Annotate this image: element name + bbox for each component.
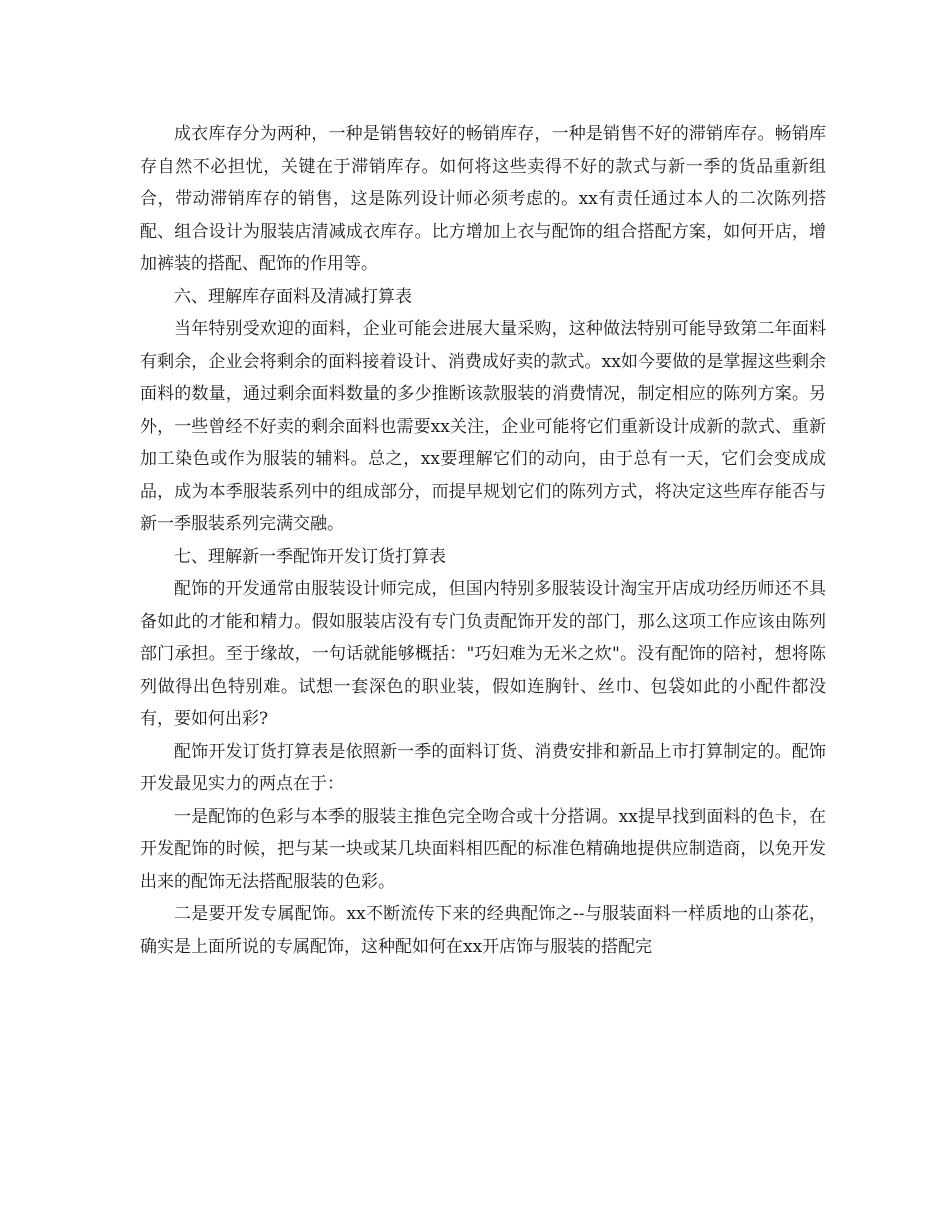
section-heading-six: 六、理解库存面料及清减打算表: [174, 286, 412, 307]
paragraph-fabric-inventory: 当年特别受欢迎的面料，企业可能会进展大量采购，这种做法特别可能导致第二年面料有剩余，企业会将剩余的面料接着设计、消费成好卖的款式。xx如今要做的是掌握这些剩余面料的数量，通过剩余面料数量的多少推断该款服装的消费情况，制定相应的陈列方案。另外，一些曾经不好卖的剩余面料也需要xx关注，企业可能将它们重新设计成新的款式、重新加工染色或作为服装的辅料。总之，xx要理解它们的动向，由于总有一天，它们会变成成品，成为本季服装系列中的组成部分，而提早规划它们的陈列方式，将决定这些库存能否与新一季服装系列完满交融。: [140, 319, 826, 534]
paragraph-point-two: 二是要开发专属配饰。xx不断流传下来的经典配饰之--与服装面料一样质地的山茶花，确实是上面所说的专属配饰，这种配如何在xx开店饰与服装的搭配完: [140, 904, 826, 957]
paragraph-accessory-development: 配饰的开发通常由服装设计师完成，但国内特别多服装设计淘宝开店成功经历师还不具备如此的才能和精力。假如服装店没有专门负责配饰开发的部门，那么这项工作应该由陈列部门承担。至于缘故，一句话就能够概括："巧妇难为无米之炊"。没有配饰的陪衬，想将陈列做得出色特别难。试想一套深色的职业装，假如连胸针、丝巾、包袋如此的小配件都没有，要如何出彩?: [140, 579, 826, 729]
paragraph-accessory-plan: 配饰开发订货打算表是依照新一季的面料订货、消费安排和新品上市打算制定的。配饰开发最见实力的两点在于：: [140, 741, 826, 794]
paragraph-inventory-types: 成衣库存分为两种，一种是销售较好的畅销库存，一种是销售不好的滞销库存。畅销库存自然不必担忧，关键在于滞销库存。如何将这些卖得不好的款式与新一季的货品重新组合，带动滞销库存的销售，这是陈列设计师必须考虑的。xx有责任通过本人的二次陈列搭配、组合设计为服装店清减成衣库存。比方增加上衣与配饰的组合搭配方案，如何开店，增加裤装的搭配、配饰的作用等。: [140, 124, 826, 274]
section-heading-seven: 七、理解新一季配饰开发订货打算表: [174, 546, 446, 567]
document-body: [140, 118, 826, 963]
paragraph-point-one: 一是配饰的色彩与本季的服装主推色完全吻合或十分搭调。xx提早找到面料的色卡，在开发配饰的时候，把与某一块或某几块面料相匹配的标准色精确地提供应制造商，以免开发出来的配饰无法搭配服装的色彩。: [140, 806, 826, 892]
